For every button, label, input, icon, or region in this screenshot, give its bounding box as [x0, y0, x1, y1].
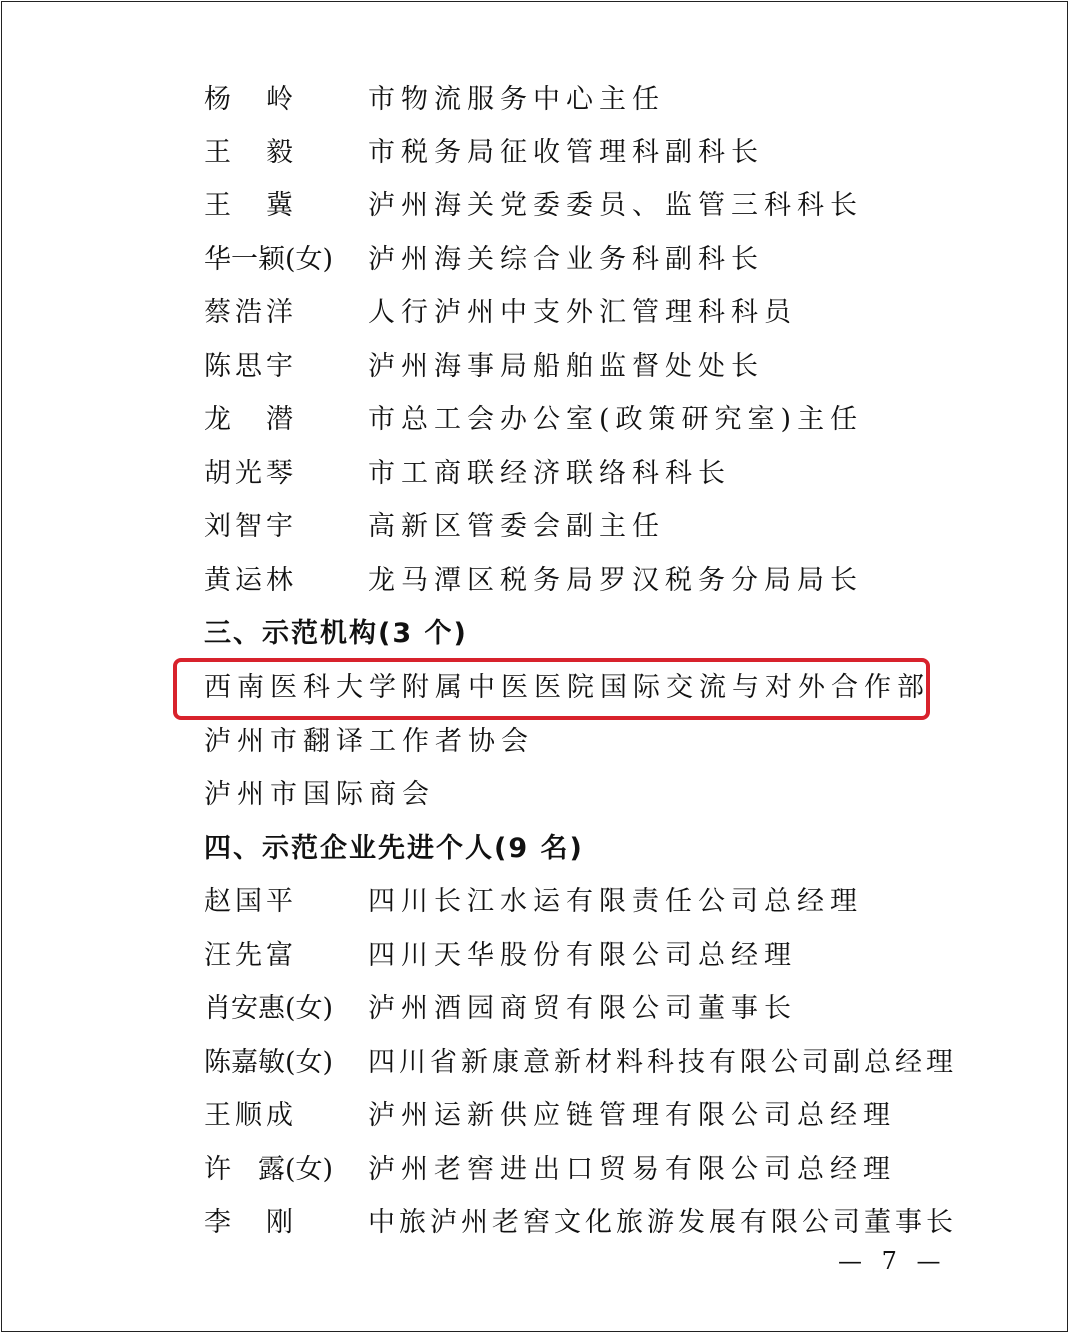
person-position: 人行泸州中支外汇管理科科员: [368, 297, 797, 328]
person-position: 中旅泸州老窖文化旅游发展有限公司董事长: [368, 1207, 957, 1238]
org-item: 泸州市翻译工作者协会: [204, 726, 534, 757]
person-name: 华一颖(女): [204, 244, 334, 275]
page-number: — 7 —: [838, 1247, 947, 1275]
person-position: 四川省新康意新材料科技有限公司副总经理: [368, 1047, 957, 1078]
person-name: 王顺成: [204, 1100, 297, 1131]
person-name: 肖安惠(女): [204, 993, 334, 1024]
person-name: 刘智宇: [204, 511, 297, 542]
person-name: 陈嘉敏(女): [204, 1047, 334, 1078]
person-position: 高新区管委会副主任: [368, 511, 665, 542]
person-position: 市工商联经济联络科科长: [368, 458, 731, 489]
person-name: 赵国平: [204, 886, 297, 917]
person-position: 泸州老窖进出口贸易有限公司总经理: [368, 1154, 896, 1185]
person-name: 龙 潜: [204, 404, 297, 435]
person-name: 陈思宇: [204, 351, 297, 382]
person-name: 许 露(女): [204, 1154, 334, 1185]
person-position: 泸州运新供应链管理有限公司总经理: [368, 1100, 896, 1131]
person-position: 泸州酒园商贸有限公司董事长: [368, 993, 797, 1024]
person-name: 杨 岭: [204, 84, 297, 115]
section-heading: 四、示范企业先进个人(9 名): [204, 833, 584, 864]
person-position: 泸州海关党委委员、监管三科科长: [368, 190, 863, 221]
person-position: 四川天华股份有限公司总经理: [368, 940, 797, 971]
person-position: 市总工会办公室(政策研究室)主任: [368, 404, 864, 435]
org-item: 泸州市国际商会: [204, 779, 435, 810]
person-position: 泸州海事局船舶监督处处长: [368, 351, 764, 382]
person-position: 泸州海关综合业务科副科长: [368, 244, 764, 275]
person-name: 胡光琴: [204, 458, 297, 489]
person-name: 蔡浩洋: [204, 297, 297, 328]
person-name: 王 冀: [204, 190, 297, 221]
person-name: 汪先富: [204, 940, 297, 971]
person-position: 市物流服务中心主任: [368, 84, 665, 115]
person-name: 王 毅: [204, 137, 297, 168]
person-name: 李 刚: [204, 1207, 297, 1238]
org-item: 西南医科大学附属中医医院国际交流与对外合作部: [204, 672, 930, 703]
person-position: 四川长江水运有限责任公司总经理: [368, 886, 863, 917]
person-position: 市税务局征收管理科副科长: [368, 137, 764, 168]
person-name: 黄运林: [204, 565, 297, 596]
person-position: 龙马潭区税务局罗汉税务分局局长: [368, 565, 863, 596]
section-heading: 三、示范机构(3 个): [204, 618, 468, 649]
